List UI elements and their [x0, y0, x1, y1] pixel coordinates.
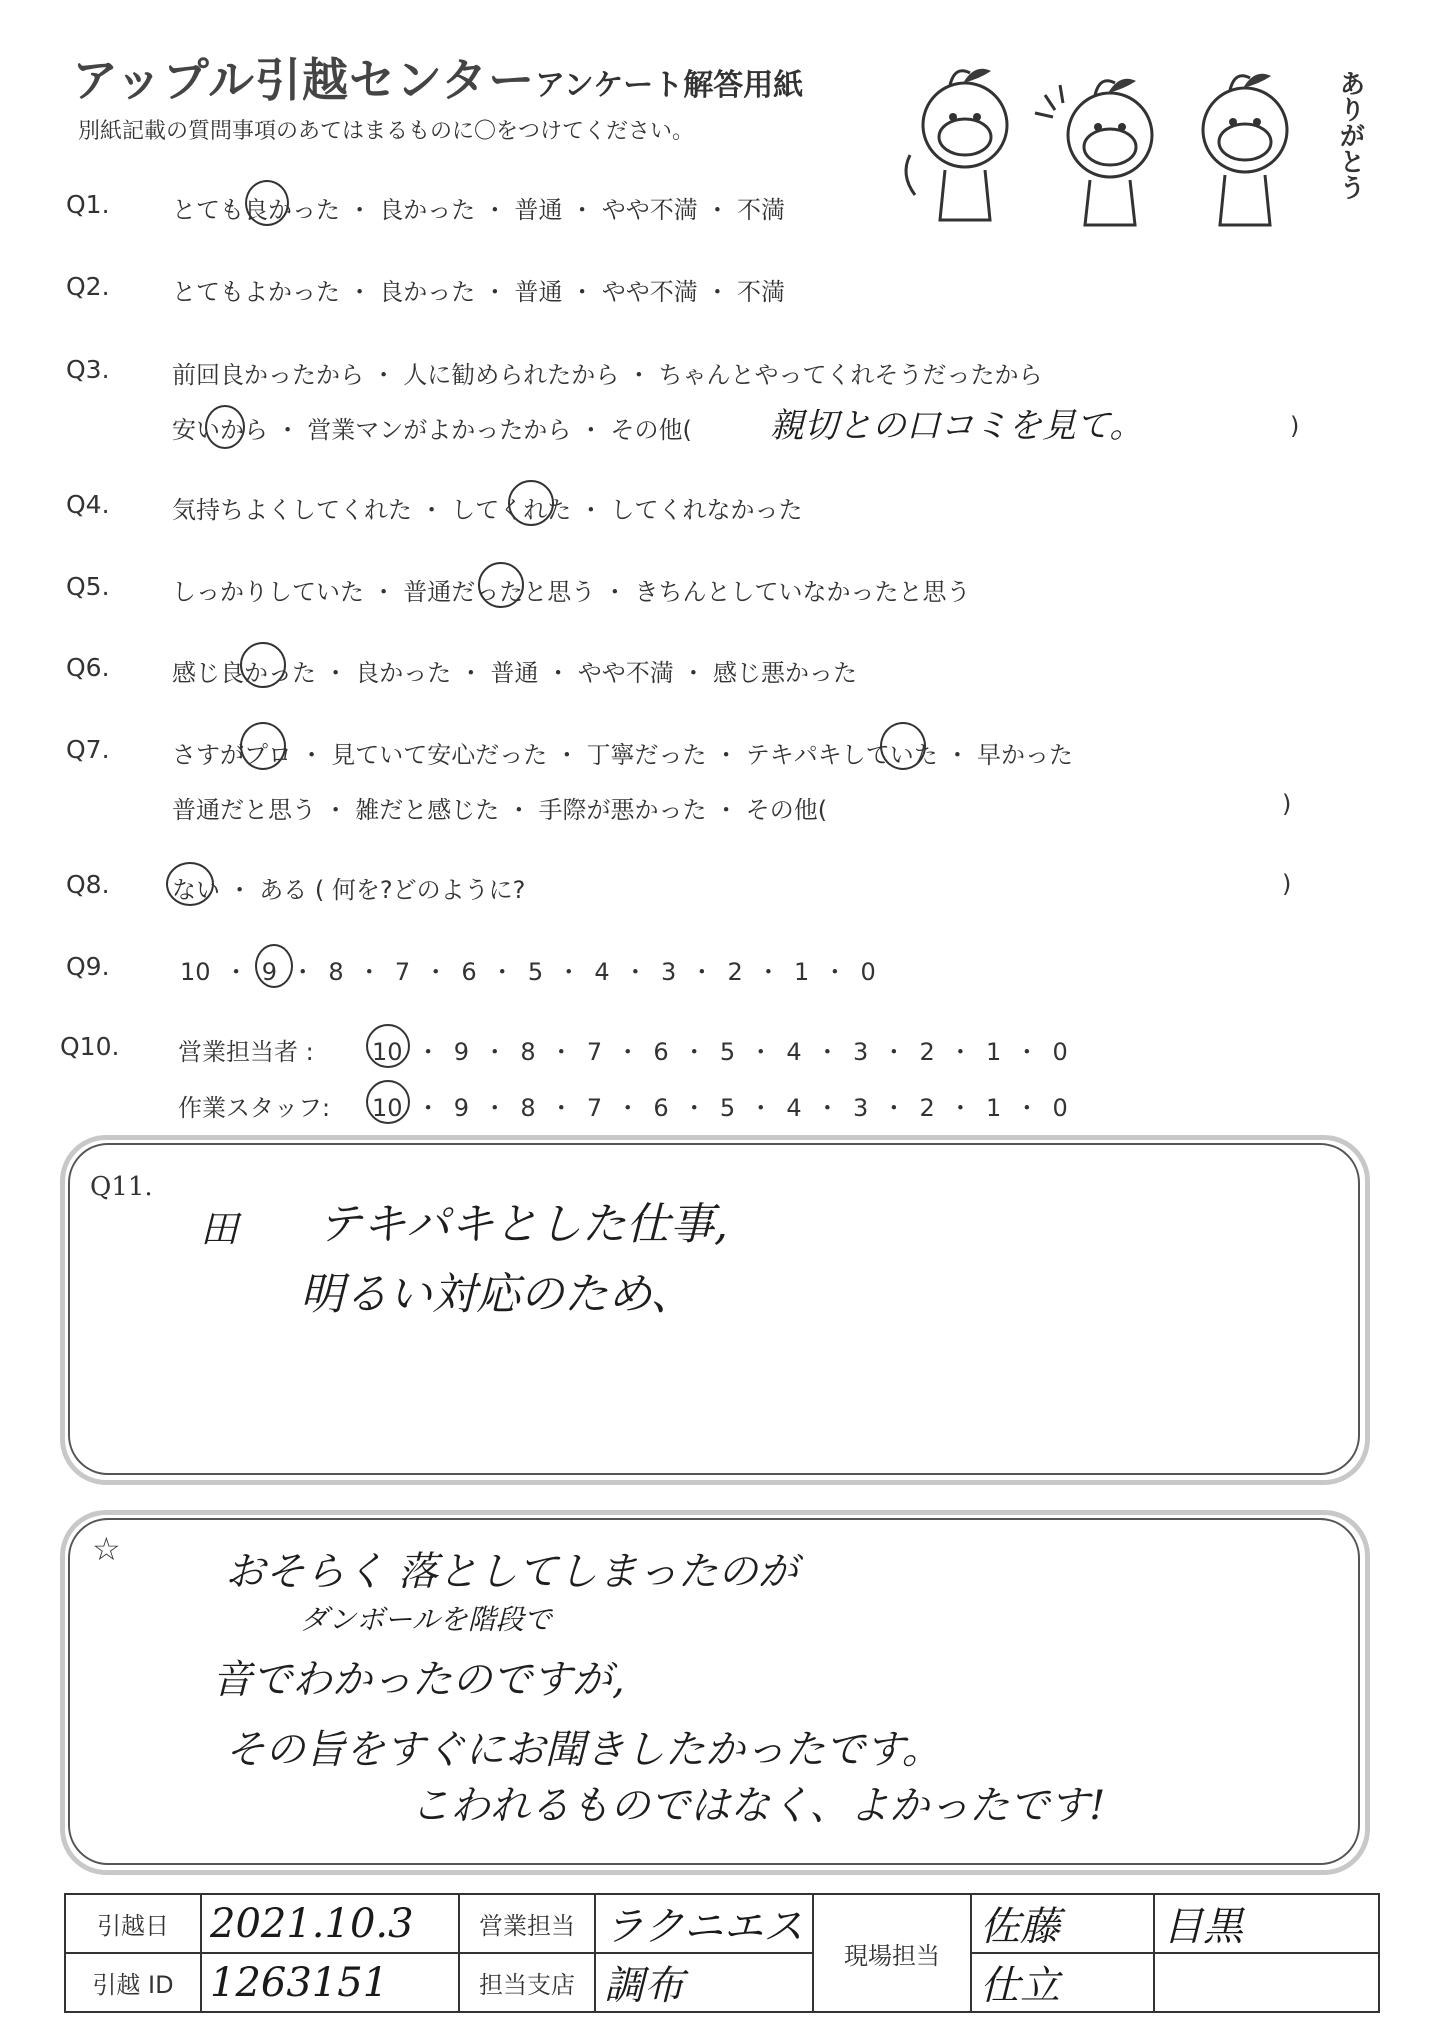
- company-title: アップル引越センター: [72, 53, 536, 107]
- q7-answer-circle-2: [880, 722, 926, 770]
- q9-scale: 10 ・ 9 ・ 8 ・ 7 ・ 6 ・ 5 ・ 4 ・ 3 ・ 2 ・ 1 ・ 0: [180, 958, 876, 986]
- q2-label: Q2.: [66, 272, 110, 301]
- q3-label: Q3.: [66, 355, 110, 384]
- q5-options: しっかりしていた ・ 普通だったと思う ・ きちんとしていなかったと思う: [172, 578, 971, 606]
- mascot-illustration: [895, 55, 1345, 235]
- comment-line1: おそらく 落としてしまったのが: [225, 1549, 798, 1595]
- q10-label: Q10.: [60, 1032, 120, 1061]
- q7-answer-circle-1: [240, 722, 286, 770]
- q8-close-paren: ): [1282, 870, 1292, 898]
- q6-options: 感じ良かった ・ 良かった ・ 普通 ・ やや不満 ・ 感じ悪かった: [172, 659, 858, 687]
- q7-options-line1: さすがプロ ・ 見ていて安心だった ・ 丁寧だった ・ テキパキしていた ・ 早かった: [172, 741, 1074, 769]
- comment-line3: その旨をすぐにお聞きしたかったです。: [225, 1727, 942, 1773]
- q1-options: とても良かった ・ 良かった ・ 普通 ・ やや不満 ・ 不満: [172, 196, 786, 224]
- q7-label: Q7.: [66, 735, 110, 764]
- q3-other-answer: 親切との口コミを見て。: [770, 406, 1144, 446]
- q5-answer-circle: [478, 562, 524, 608]
- comment-line2: 音でわかったのですが,: [212, 1657, 625, 1703]
- footer-table: [64, 1893, 1380, 2013]
- q9-answer-circle: [255, 944, 293, 988]
- q8-label: Q8.: [66, 870, 110, 899]
- q3-options-line1: 前回良かったから ・ 人に勧められたから ・ ちゃんとやってくれそうだったから: [172, 361, 1043, 389]
- q2-options: とてもよかった ・ 良かった ・ 普通 ・ やや不満 ・ 不満: [172, 278, 786, 306]
- q8-answer-circle: [166, 862, 214, 906]
- q4-options: 気持ちよくしてくれた ・ してくれた ・ してくれなかった: [172, 496, 803, 524]
- q1-answer-circle: [245, 180, 289, 226]
- q10-staff-answer-circle: [366, 1080, 410, 1124]
- q7-close-paren: ): [1282, 790, 1292, 818]
- q3-options-line2: 安いから ・ 営業マンがよかったから ・ その他(: [172, 416, 692, 444]
- sales-value: ラクニエス: [595, 1894, 813, 1953]
- q3-answer-circle: [205, 405, 245, 449]
- q10-sales-scale: 10 ・ 9 ・ 8 ・ 7 ・ 6 ・ 5 ・ 4 ・ 3 ・ 2 ・ 1 ・ 0: [372, 1038, 1068, 1066]
- star-icon: ☆: [92, 1530, 121, 1568]
- q10-staff-scale: 10 ・ 9 ・ 8 ・ 7 ・ 6 ・ 5 ・ 4 ・ 3 ・ 2 ・ 1 ・ 0: [372, 1094, 1068, 1122]
- q10-staff-label: 作業スタッフ:: [178, 1094, 331, 1122]
- q5-label: Q5.: [66, 572, 110, 601]
- move-date-value: 2021.10.3: [201, 1894, 459, 1953]
- comment-line4: こわれるものではなく、よかったです!: [410, 1783, 1106, 1829]
- site-value-4: [1154, 1953, 1379, 2012]
- sales-label: 営業担当: [459, 1894, 595, 1953]
- form-subtitle: アンケート解答用紙: [535, 68, 804, 103]
- comment-line1-insert: ダンボールを階段で: [300, 1603, 552, 1636]
- q1-label: Q1.: [66, 190, 110, 219]
- q8-options: ない ・ ある ( 何を?どのように?: [172, 876, 526, 904]
- q7-options-line2: 普通だと思う ・ 雑だと感じた ・ 手際が悪かった ・ その他(: [172, 796, 828, 824]
- q4-answer-circle: [508, 480, 554, 526]
- site-value-3: 仕立: [971, 1953, 1154, 2012]
- q6-answer-circle: [240, 642, 286, 688]
- q10-sales-answer-circle: [366, 1024, 410, 1068]
- q3-close-paren: ): [1290, 412, 1300, 440]
- q11-mark: 田: [200, 1207, 239, 1251]
- q6-label: Q6.: [66, 653, 110, 682]
- q4-label: Q4.: [66, 490, 110, 519]
- instructions: 別紙記載の質問事項のあてはまるものに〇をつけてください。: [78, 119, 695, 144]
- q11-label: Q11.: [90, 1172, 153, 1202]
- site-value-2: 目黒: [1154, 1894, 1379, 1953]
- move-id-label: 引越 ID: [65, 1953, 201, 2012]
- q10-sales-label: 営業担当者 :: [178, 1038, 314, 1066]
- site-value-1: 佐藤: [971, 1894, 1154, 1953]
- q11-answer-line2: 明るい対応のため、: [300, 1269, 695, 1320]
- branch-label: 担当支店: [459, 1953, 595, 2012]
- move-id-value: 1263151: [201, 1953, 459, 2012]
- branch-value: 調布: [595, 1953, 813, 2012]
- move-date-label: 引越日: [65, 1894, 201, 1953]
- q9-label: Q9.: [66, 952, 110, 981]
- thanks-text: ありがとう: [1335, 70, 1365, 200]
- q11-answer-line1: テキパキとした仕事,: [318, 1199, 728, 1250]
- site-label: 現場担当: [813, 1894, 971, 2012]
